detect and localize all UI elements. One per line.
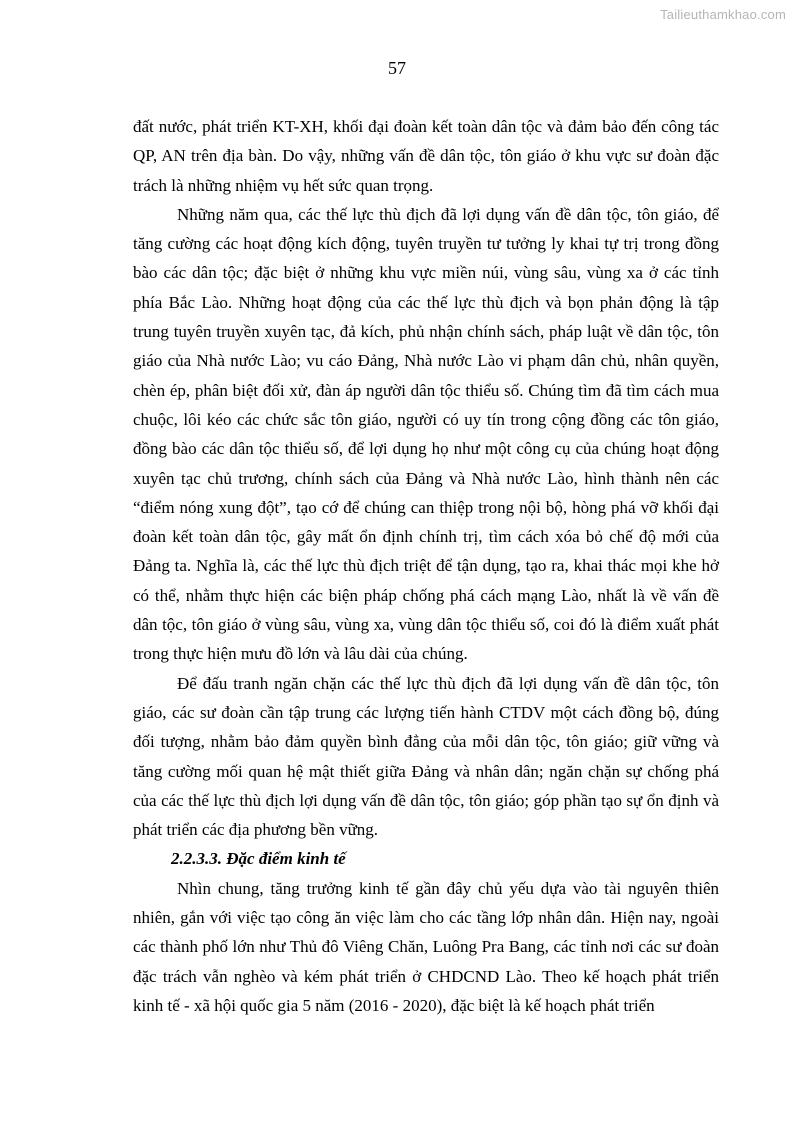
paragraph-economy: Nhìn chung, tăng trưởng kinh tế gần đây chủ yếu dựa vào tài nguyên thiên nhiên, gắn với việc tạo công ăn việc làm cho các tầng lớp nhân dân. Hiện nay, ngoài các thành phố lớn như Thủ đô Viêng Chăn, Luông Pra Bang, các tỉnh nơi các sư đoàn đặc trách vẫn nghèo và kém phát triển ở CHDCND Lào. Theo kế hoạch phát triển kinh tế - xã hội quốc gia 5 năm (2016 - 2020), đặc biệt là kế hoạch phát triển <box>133 878 719 1015</box>
page-number: 57 <box>388 58 406 78</box>
paragraph-countermeasures: Để đấu tranh ngăn chặn các thế lực thù địch đã lợi dụng vấn đề dân tộc, tôn giáo, các sư đoàn cần tập trung các lượng tiến hành CTDV một cách đồng bộ, đúng đối tượng, nhằm bảo đảm quyền bình đẳng của mỗi dân tộc, tôn giáo; giữ vững và tăng cường mối quan hệ mật thiết giữa Đảng và nhân dân; ngăn chặn sự chống phá của các thế lực thù địch lợi dụng vấn đề dân tộc, tôn giáo; góp phần tạo sự ổn định và phát triển các địa phương bền vững. <box>133 673 719 840</box>
section-heading: 2.2.3.3. Đặc điểm kinh tế <box>171 849 346 869</box>
paragraph-hostile-forces: Những năm qua, các thế lực thù địch đã lợi dụng vấn đề dân tộc, tôn giáo, để tăng cường các hoạt động kích động, tuyên truyền tư tưởng ly khai tự trị trong đồng bào các dân tộc; đặc biệt ở những khu vực miền núi, vùng sâu, vùng xa ở các tỉnh phía Bắc Lào. Những hoạt động của các thế lực thù địch và bọn phản động là tập trung tuyên truyền xuyên tạc, đả kích, phủ nhận chính sách, pháp luật về dân tộc, tôn giáo của Nhà nước Lào; vu cáo Đảng, Nhà nước Lào vi phạm dân chủ, nhân quyền, chèn ép, phân biệt đối xử, đàn áp người dân tộc thiểu số. Chúng tìm đã tìm cách mua chuộc, lôi kéo các chức sắc tôn giáo, người có uy tín trong cộng đồng các tôn giáo, đồng bào các dân tộc thiểu số, để lợi dụng họ như một công cụ của chúng hoạt động xuyên tạc chủ trương, chính sách của Đảng và Nhà nước Lào, hình thành nên các “điểm nóng xung đột”, tạo cớ để chúng can thiệp trong nội bộ, hòng phá vỡ khối đại đoàn kết toàn dân tộc, gây mất ổn định chính trị, tìm cách xóa bỏ chế độ mới của Đảng ta. Nghĩa là, các thế lực thù địch triệt để tận dụng, tạo ra, khai thác mọi khe hở có thể, nhằm thực hiện các biện pháp chống phá cách mạng Lào, nhất là về vấn đề dân tộc, tôn giáo ở vùng sâu, vùng xa, vùng dân tộc thiểu số, coi đó là điểm xuất phát trong thực hiện mưu đồ lớn và lâu dài của chúng. <box>133 204 719 664</box>
watermark: Tailieuthamkhao.com <box>660 7 786 22</box>
paragraph-continuation: đất nước, phát triển KT-XH, khối đại đoàn kết toàn dân tộc và đảm bảo đến công tác QP, AN trên địa bàn. Do vậy, những vấn đề dân tộc, tôn giáo ở khu vực sư đoàn đặc trách là những nhiệm vụ hết sức quan trọng. <box>133 117 719 195</box>
document-body <box>133 112 719 1020</box>
